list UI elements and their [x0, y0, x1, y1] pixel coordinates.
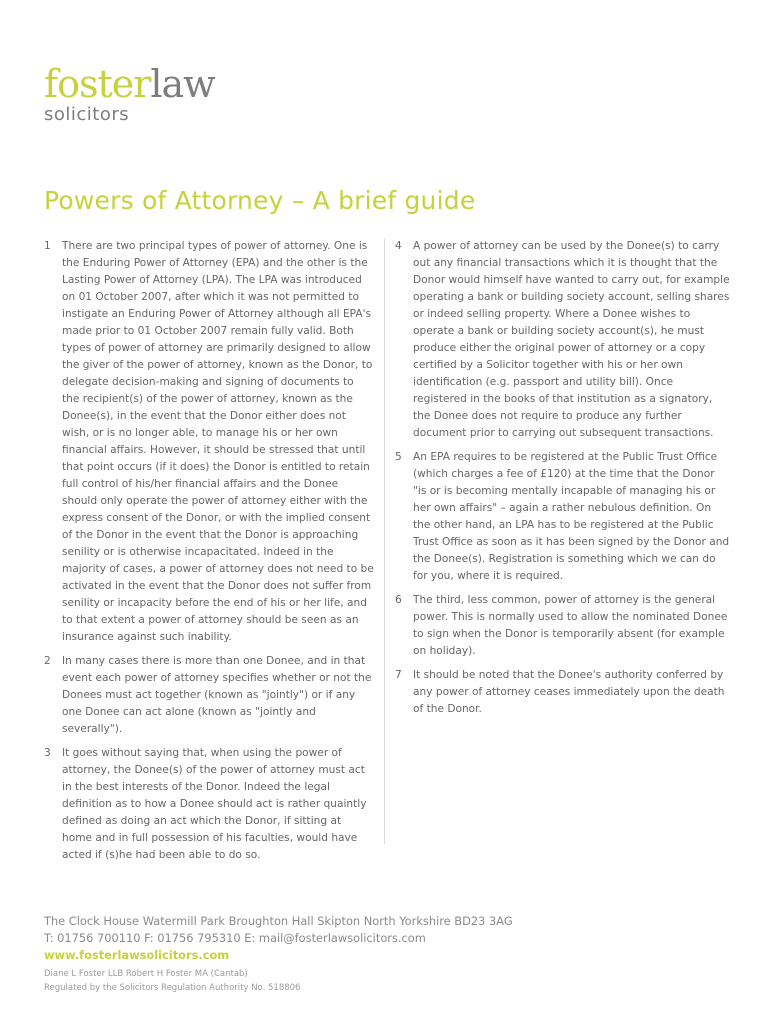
footer-address: The Clock House Watermill Park Broughton Hall Skipton North Yorkshire BD23 3AG — [44, 914, 513, 928]
list-item — [44, 238, 374, 646]
list-item — [395, 667, 730, 718]
logo-subtitle: solicitors — [44, 104, 130, 125]
page-footer — [44, 913, 734, 995]
item-number: 4 — [395, 240, 402, 252]
left-column — [44, 238, 374, 871]
item-text: There are two principal types of power of attorney. One is the Enduring Power of Attorney (EPA) and the other is the Lasting Power of Attorney (LPA). The LPA was introduced on 01 October 2007, after which it was not permitted to instigate an Enduring Power of Attorney although all EPA's made prior to 01 October 2007 remain fully valid. Both types of power of attorney are primarily designed to allow the giver of the power of attorney, known as the Donor, to delegate decision-making and signing of documents to the recipient(s) of the power of attorney, known as the Donee(s), in the event that the Donor either does not wish, or is no longer able, to manage his or her own financial affairs. However, it should be stressed that until that point occurs (if it does) the Donor is entitled to retain full control of his/her financial affairs and the Donee should only operate the power of attorney either with the express consent of the Donor, or with the implied consent of the Donor in the event that the Donor is approaching senility or is otherwise incapacitated. Indeed in the majority of cases, a power of attorney does not need to be activated in the event that the Donor does not suffer from senility or incapacity before the end of his or her life, and to that extent a power of attorney should be seen as an insurance against such inability. — [62, 240, 374, 643]
list-item — [395, 238, 730, 442]
item-text: The third, less common, power of attorney is the general power. This is normally used to allow the nominated Donee to sign when the Donor is temporarily absent (for example on holiday). — [413, 594, 728, 657]
list-item — [44, 745, 374, 864]
logo-part-foster: foster — [44, 62, 151, 106]
column-divider — [384, 238, 385, 844]
footer-regulation: Regulated by the Solicitors Regulation Authority No. 518806 — [44, 982, 301, 993]
item-number: 1 — [44, 240, 51, 252]
document-title: Powers of Attorney – A brief guide — [44, 186, 476, 215]
footer-partners: Diane L Foster LLB Robert H Foster MA (Cantab) — [44, 969, 248, 979]
list-item — [44, 653, 374, 738]
logo-part-law: law — [150, 62, 215, 106]
item-text: It should be noted that the Donee's authority conferred by any power of attorney ceases immediately upon the death of the Donor. — [413, 669, 725, 715]
item-text: An EPA requires to be registered at the Public Trust Office (which charges a fee of £120) at the time that the Donor "is or is becoming mentally incapable of managing his or her own affairs" – again a rather nebulous definition. On the other hand, an LPA has to be registered at the Public Trust Office as soon as it has been signed by the Donor and the Donee(s). Registration is something which we can do for you, where it is required. — [413, 451, 730, 582]
item-number: 6 — [395, 594, 402, 606]
item-number: 7 — [395, 669, 402, 681]
item-text: A power of attorney can be used by the Donee(s) to carry out any financial transactions which it is thought that the Donor would himself have wanted to carry out, for example operating a bank or building society account, selling shares or indeed selling property. Where a Donee wishes to operate a bank or building society account(s), he must produce either the original power of attorney or a copy certified by a Solicitor together with his or her own identification (e.g. passport and utility bill). Once registered in the books of that institution as a signatory, the Donee does not require to produce any further document prior to carrying out subsequent transactions. — [413, 240, 730, 439]
footer-contact: T: 01756 700110 F: 01756 795310 E: mail@fosterlawsolicitors.com — [44, 930, 426, 945]
list-item — [395, 592, 730, 660]
item-text: In many cases there is more than one Donee, and in that event each power of attorney specifies whether or not the Donees must act together (known as "jointly") or if any one Donee can act alone (known as "jointly and severally"). — [62, 655, 372, 735]
footer-website-link[interactable]: www.fosterlawsolicitors.com — [44, 948, 230, 962]
item-text: It goes without saying that, when using the power of attorney, the Donee(s) of the power of attorney must act in the best interests of the Donor. Indeed the legal definition as to how a Donee should act is rather quaintly defined as doing an act which the Donor, if sitting at home and in full possession of his faculties, would have acted if (s)he had been able to do so. — [62, 747, 367, 861]
item-number: 2 — [44, 655, 51, 667]
item-number: 3 — [44, 747, 51, 759]
company-logo — [44, 62, 215, 125]
right-column — [395, 238, 730, 725]
item-number: 5 — [395, 451, 402, 463]
logo-wordmark — [44, 62, 215, 106]
list-item — [395, 449, 730, 585]
